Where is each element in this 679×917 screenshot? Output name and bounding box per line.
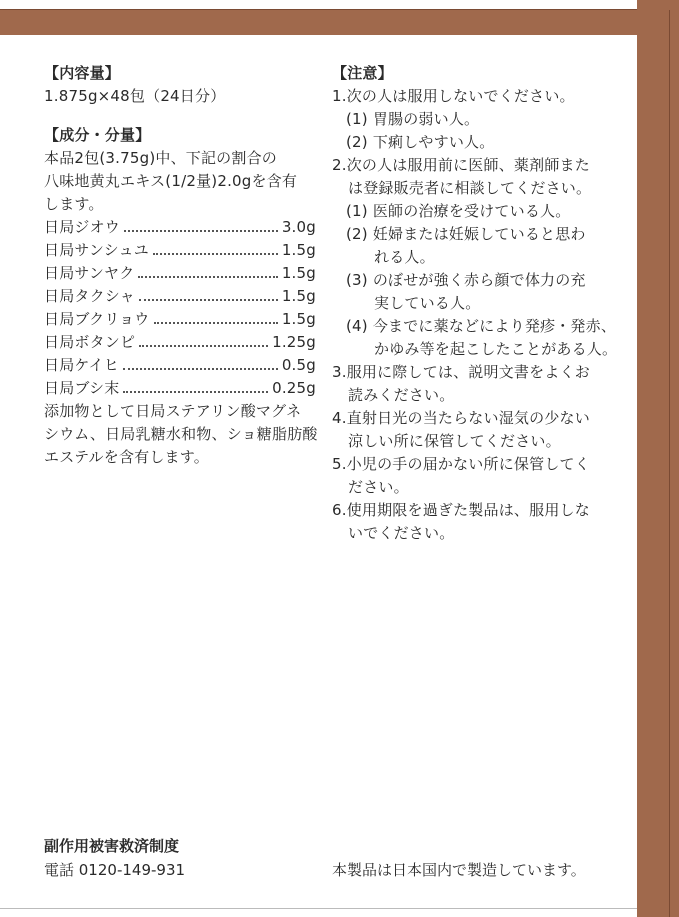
top-flap-edge	[0, 0, 669, 10]
ingredients-intro-line: します。	[44, 195, 104, 213]
caution-item: 5.小児の手の届かない所に保管してく	[332, 455, 590, 473]
caution-heading: 【注意】	[332, 64, 393, 82]
caution-subitem: (1) 医師の治療を受けている人。	[346, 202, 571, 220]
ingredient-row	[44, 262, 316, 285]
ingredients-intro-line: 本品2包(3.75g)中、下記の割合の	[44, 149, 277, 167]
caution-subitem: (1) 胃腸の弱い人。	[346, 110, 480, 128]
caution-subitem-cont: 実している人。	[374, 294, 481, 312]
dot-leader	[138, 276, 277, 278]
ingredient-amount: 1.5g	[281, 241, 316, 259]
caution-item-cont: 涼しい所に保管してください。	[348, 432, 561, 450]
dot-leader	[139, 345, 268, 347]
ingredient-amount: 0.25g	[272, 379, 316, 397]
ingredient-row	[44, 377, 316, 400]
caution-subitem-cont: かゆみ等を起こしたことがある人。	[374, 340, 618, 358]
ingredient-amount: 1.25g	[272, 333, 316, 351]
right-column	[332, 62, 618, 545]
caution-item-cont: いでください。	[348, 524, 455, 542]
ingredient-row	[44, 331, 316, 354]
relief-system-block	[44, 834, 185, 882]
ingredient-name: 日局サンヤク	[44, 264, 135, 282]
caution-item-cont: 読みください。	[348, 386, 455, 404]
caution-subitem: (3) のぼせが強く赤ら顔で体力の充	[346, 271, 586, 289]
ingredient-name: 日局タクシャ	[44, 287, 135, 305]
caution-subitem-cont: れる人。	[374, 248, 435, 266]
relief-phone: 電話 0120-149-931	[44, 861, 186, 879]
dot-leader	[139, 299, 278, 301]
content-amount-heading: 【内容量】	[44, 64, 121, 82]
ingredient-name: 日局ブシ末	[44, 379, 120, 397]
ingredient-name: 日局ボタンピ	[44, 333, 136, 351]
ingredient-amount: 1.5g	[281, 264, 316, 282]
ingredient-row	[44, 239, 316, 262]
caution-item-cont: は登録販売者に相談してください。	[348, 179, 592, 197]
caution-item: 2.次の人は服用前に医師、薬剤師また	[332, 156, 590, 174]
caution-item: 6.使用期限を過ぎた製品は、服用しな	[332, 501, 590, 519]
ingredient-name: 日局ジオウ	[44, 218, 121, 236]
ingredient-row	[44, 354, 316, 377]
caution-item-cont: ださい。	[348, 478, 409, 496]
ingredient-name: 日局ブクリョウ	[44, 310, 150, 328]
ingredient-amount: 1.5g	[281, 287, 316, 305]
ingredient-amount: 1.5g	[281, 310, 316, 328]
ingredients-heading: 【成分・分量】	[44, 126, 151, 144]
dot-leader	[154, 322, 278, 324]
ingredient-row	[44, 285, 316, 308]
additives-line: 添加物として日局ステアリン酸マグネ	[44, 402, 302, 420]
relief-system-title: 副作用被害救済制度	[44, 837, 180, 855]
ingredient-row	[44, 216, 316, 239]
dot-leader	[123, 368, 278, 370]
ingredient-amount: 3.0g	[281, 218, 316, 236]
caution-subitem: (4) 今までに薬などにより発疹・発赤、	[346, 317, 617, 335]
content-amount-value: 1.875g×48包（24日分）	[44, 87, 226, 105]
bottom-fold-line	[0, 908, 637, 909]
dot-leader	[124, 230, 278, 232]
made-in-japan-note: 本製品は日本国内で製造しています。	[332, 861, 586, 879]
left-column	[44, 62, 316, 469]
right-border	[637, 0, 679, 917]
additives-line: エステルを含有します。	[44, 448, 209, 466]
caution-item: 3.服用に際しては、説明文書をよくお	[332, 363, 590, 381]
ingredient-amount: 0.5g	[281, 356, 316, 374]
additives-line: シウム、日局乳糖水和物、ショ糖脂肪酸	[44, 425, 318, 443]
ingredient-name: 日局ケイヒ	[44, 356, 119, 374]
right-fold-line	[669, 10, 670, 917]
caution-subitem: (2) 下痢しやすい人。	[346, 133, 495, 151]
caution-subitem: (2) 妊婦または妊娠していると思わ	[346, 225, 586, 243]
ingredient-row	[44, 308, 316, 331]
caution-item: 1.次の人は服用しないでください。	[332, 87, 575, 105]
dot-leader	[153, 253, 278, 255]
ingredient-name: 日局サンシュユ	[44, 241, 149, 259]
dot-leader	[123, 391, 268, 393]
caution-item: 4.直射日光の当たらない湿気の少ない	[332, 409, 590, 427]
ingredients-intro-line: 八味地黄丸エキス(1/2量)2.0gを含有	[44, 172, 298, 190]
